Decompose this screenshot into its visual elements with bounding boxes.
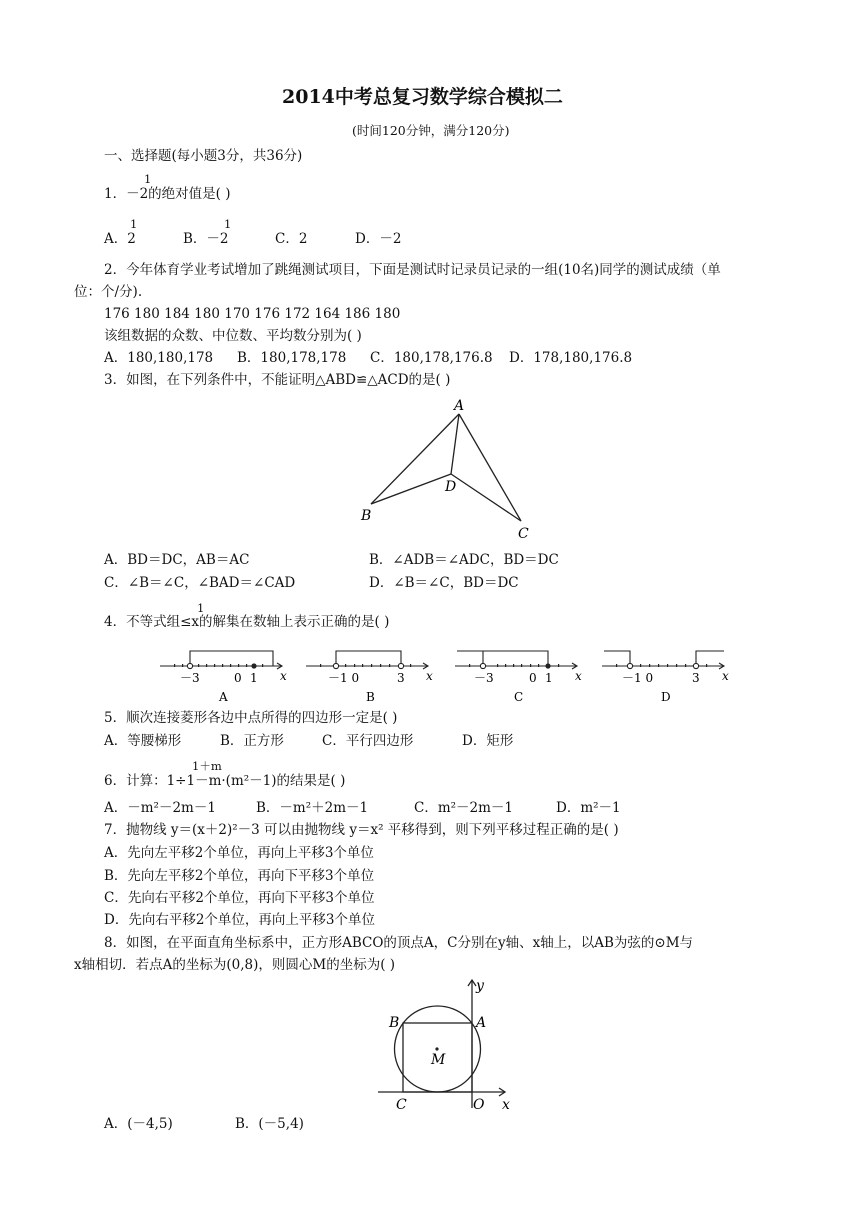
numberline-c-label: C bbox=[514, 690, 524, 704]
q1-option-d: D．－2 bbox=[355, 231, 402, 247]
q8-label-o: O bbox=[473, 1097, 485, 1113]
numberline-b-tick-neg1-0: －1 0 bbox=[328, 671, 360, 685]
numberline-a-tick-neg3: －3 bbox=[180, 671, 200, 685]
numberline-d-tick-3: 3 bbox=[692, 671, 700, 685]
q6-stem: 6．计算：1÷1－m·(m²－1)的结果是( ) bbox=[104, 773, 346, 789]
q8-label-y: y bbox=[476, 978, 484, 994]
q5-option-a: A．等腰梯形 bbox=[104, 733, 182, 749]
numberline-b-axis-label: x bbox=[426, 669, 433, 683]
q3-option-b: B．∠ADB＝∠ADC，BD＝DC bbox=[369, 552, 559, 568]
page-title: 2014中考总复习数学综合模拟二 bbox=[282, 86, 563, 108]
numberline-b-set bbox=[336, 651, 401, 666]
numberline-a-label: A bbox=[219, 690, 228, 704]
q8-stem-line2: x轴相切．若点A的坐标为(0,8)，则圆心M的坐标为( ) bbox=[74, 957, 396, 973]
q2-ask: 该组数据的众数、中位数、平均数分别为( ) bbox=[104, 328, 362, 344]
q1-option-b-numerator: 1 bbox=[224, 217, 232, 231]
q3-label-b: B bbox=[361, 508, 372, 524]
q4-stem: 4．不等式组≤x的解集在数轴上表示正确的是( ) bbox=[104, 614, 390, 630]
q2-option-a: A．180,180,178 bbox=[104, 350, 214, 366]
q8-square-abco bbox=[403, 1023, 472, 1092]
section-heading: 一、选择题(每小题3分，共36分) bbox=[104, 148, 303, 164]
q6-fraction-numerator: 1＋m bbox=[192, 759, 222, 773]
q8-circle-m bbox=[395, 1006, 481, 1092]
numberline-b-tick-3: 3 bbox=[397, 671, 405, 685]
q3-label-d: D bbox=[445, 479, 457, 495]
q2-stem-line2: 位：个/分). bbox=[74, 284, 143, 300]
q8-label-a: A bbox=[476, 1015, 487, 1031]
q2-stem-line1: 2．今年体育学业考试增加了跳绳测试项目，下面是测试时记录员记录的一组(10名)同学的测试成绩（单 bbox=[104, 262, 721, 278]
q1-stem: 1．－2的绝对值是( ) bbox=[104, 186, 231, 202]
numberline-d-label: D bbox=[661, 690, 671, 704]
numberline-c-tick-1: 1 bbox=[545, 671, 553, 685]
q1-option-c: C．2 bbox=[275, 231, 308, 247]
q7-option-c: C．先向右平移2个单位，再向下平移3个单位 bbox=[104, 890, 375, 906]
q2-option-c: C．180,178,176.8 bbox=[370, 350, 493, 366]
numberline-c-set-left bbox=[457, 651, 483, 666]
q1-fraction-numerator: 1 bbox=[144, 172, 152, 186]
q1-option-b: B．－2 bbox=[183, 231, 229, 247]
q3-label-a: A bbox=[454, 398, 465, 414]
q5-option-c: C．平行四边形 bbox=[322, 733, 414, 749]
q5-option-b: B．正方形 bbox=[220, 733, 284, 749]
q8-label-b: B bbox=[389, 1015, 400, 1031]
q3-stem: 3．如图，在下列条件中，不能证明△ABD≌△ACD的是( ) bbox=[104, 372, 451, 388]
q1-option-a: A．2 bbox=[104, 231, 136, 247]
q6-option-b: B．－m²＋2m－1 bbox=[256, 800, 369, 816]
numberline-b-label: B bbox=[366, 690, 375, 704]
q3-option-c: C．∠B＝∠C，∠BAD＝∠CAD bbox=[104, 575, 296, 591]
q6-option-a: A．－m²－2m－1 bbox=[104, 800, 216, 816]
q2-option-b: B．180,178,178 bbox=[237, 350, 347, 366]
q8-option-b: B．(－5,4) bbox=[235, 1116, 304, 1132]
q8-stem-line1: 8．如图，在平面直角坐标系中，正方形ABCO的顶点A，C分别在y轴、x轴上，以AB为弦的⊙M与 bbox=[104, 935, 694, 951]
numberline-c-set-right bbox=[459, 651, 548, 666]
numberline-d-tick-neg1-0: －1 0 bbox=[622, 671, 654, 685]
q8-option-a: A．(－4,5) bbox=[104, 1116, 173, 1132]
q1-option-a-numerator: 1 bbox=[130, 217, 138, 231]
q8-label-m: M bbox=[431, 1052, 446, 1068]
q4-fraction-numerator: 1 bbox=[197, 601, 205, 615]
numberline-c-axis-label: x bbox=[575, 669, 582, 683]
numberline-c-tick-neg3: －3 bbox=[474, 671, 494, 685]
numberline-c-tick-0: 0 bbox=[529, 671, 537, 685]
numberline-d-set-right bbox=[696, 651, 724, 666]
q3-label-c: C bbox=[518, 526, 529, 542]
q3-option-a: A．BD＝DC，AB＝AC bbox=[104, 552, 250, 568]
numberline-a-axis-label: x bbox=[280, 669, 287, 683]
numberline-a-tick-1: 1 bbox=[250, 671, 258, 685]
page-subtitle: (时间120分钟，满分120分) bbox=[352, 123, 510, 138]
numberline-d-set-left bbox=[604, 651, 630, 666]
q7-option-b: B．先向左平移2个单位，再向下平移3个单位 bbox=[104, 868, 375, 884]
q6-option-c: C．m²－2m－1 bbox=[414, 800, 514, 816]
q7-option-d: D．先向右平移2个单位，再向上平移3个单位 bbox=[104, 912, 376, 928]
q3-option-d: D．∠B＝∠C，BD＝DC bbox=[369, 575, 519, 591]
numberline-a-tick-0: 0 bbox=[234, 671, 242, 685]
numberline-d-axis-label: x bbox=[722, 669, 729, 683]
q2-data: 176 180 184 180 170 176 172 164 186 180 bbox=[104, 306, 401, 322]
q7-stem: 7．抛物线 y＝(x＋2)²－3 可以由抛物线 y＝x² 平移得到，则下列平移过程正确的是( ) bbox=[104, 822, 619, 838]
numberline-a-set bbox=[190, 651, 273, 666]
q8-label-x: x bbox=[502, 1097, 510, 1113]
q2-option-d: D．178,180,176.8 bbox=[509, 350, 633, 366]
q6-option-d: D．m²－1 bbox=[556, 800, 621, 816]
q5-option-d: D．矩形 bbox=[462, 733, 514, 749]
q8-label-c: C bbox=[396, 1097, 407, 1113]
q5-stem: 5．顺次连接菱形各边中点所得的四边形一定是( ) bbox=[104, 710, 398, 726]
q7-option-a: A．先向左平移2个单位，再向上平移3个单位 bbox=[104, 845, 374, 861]
